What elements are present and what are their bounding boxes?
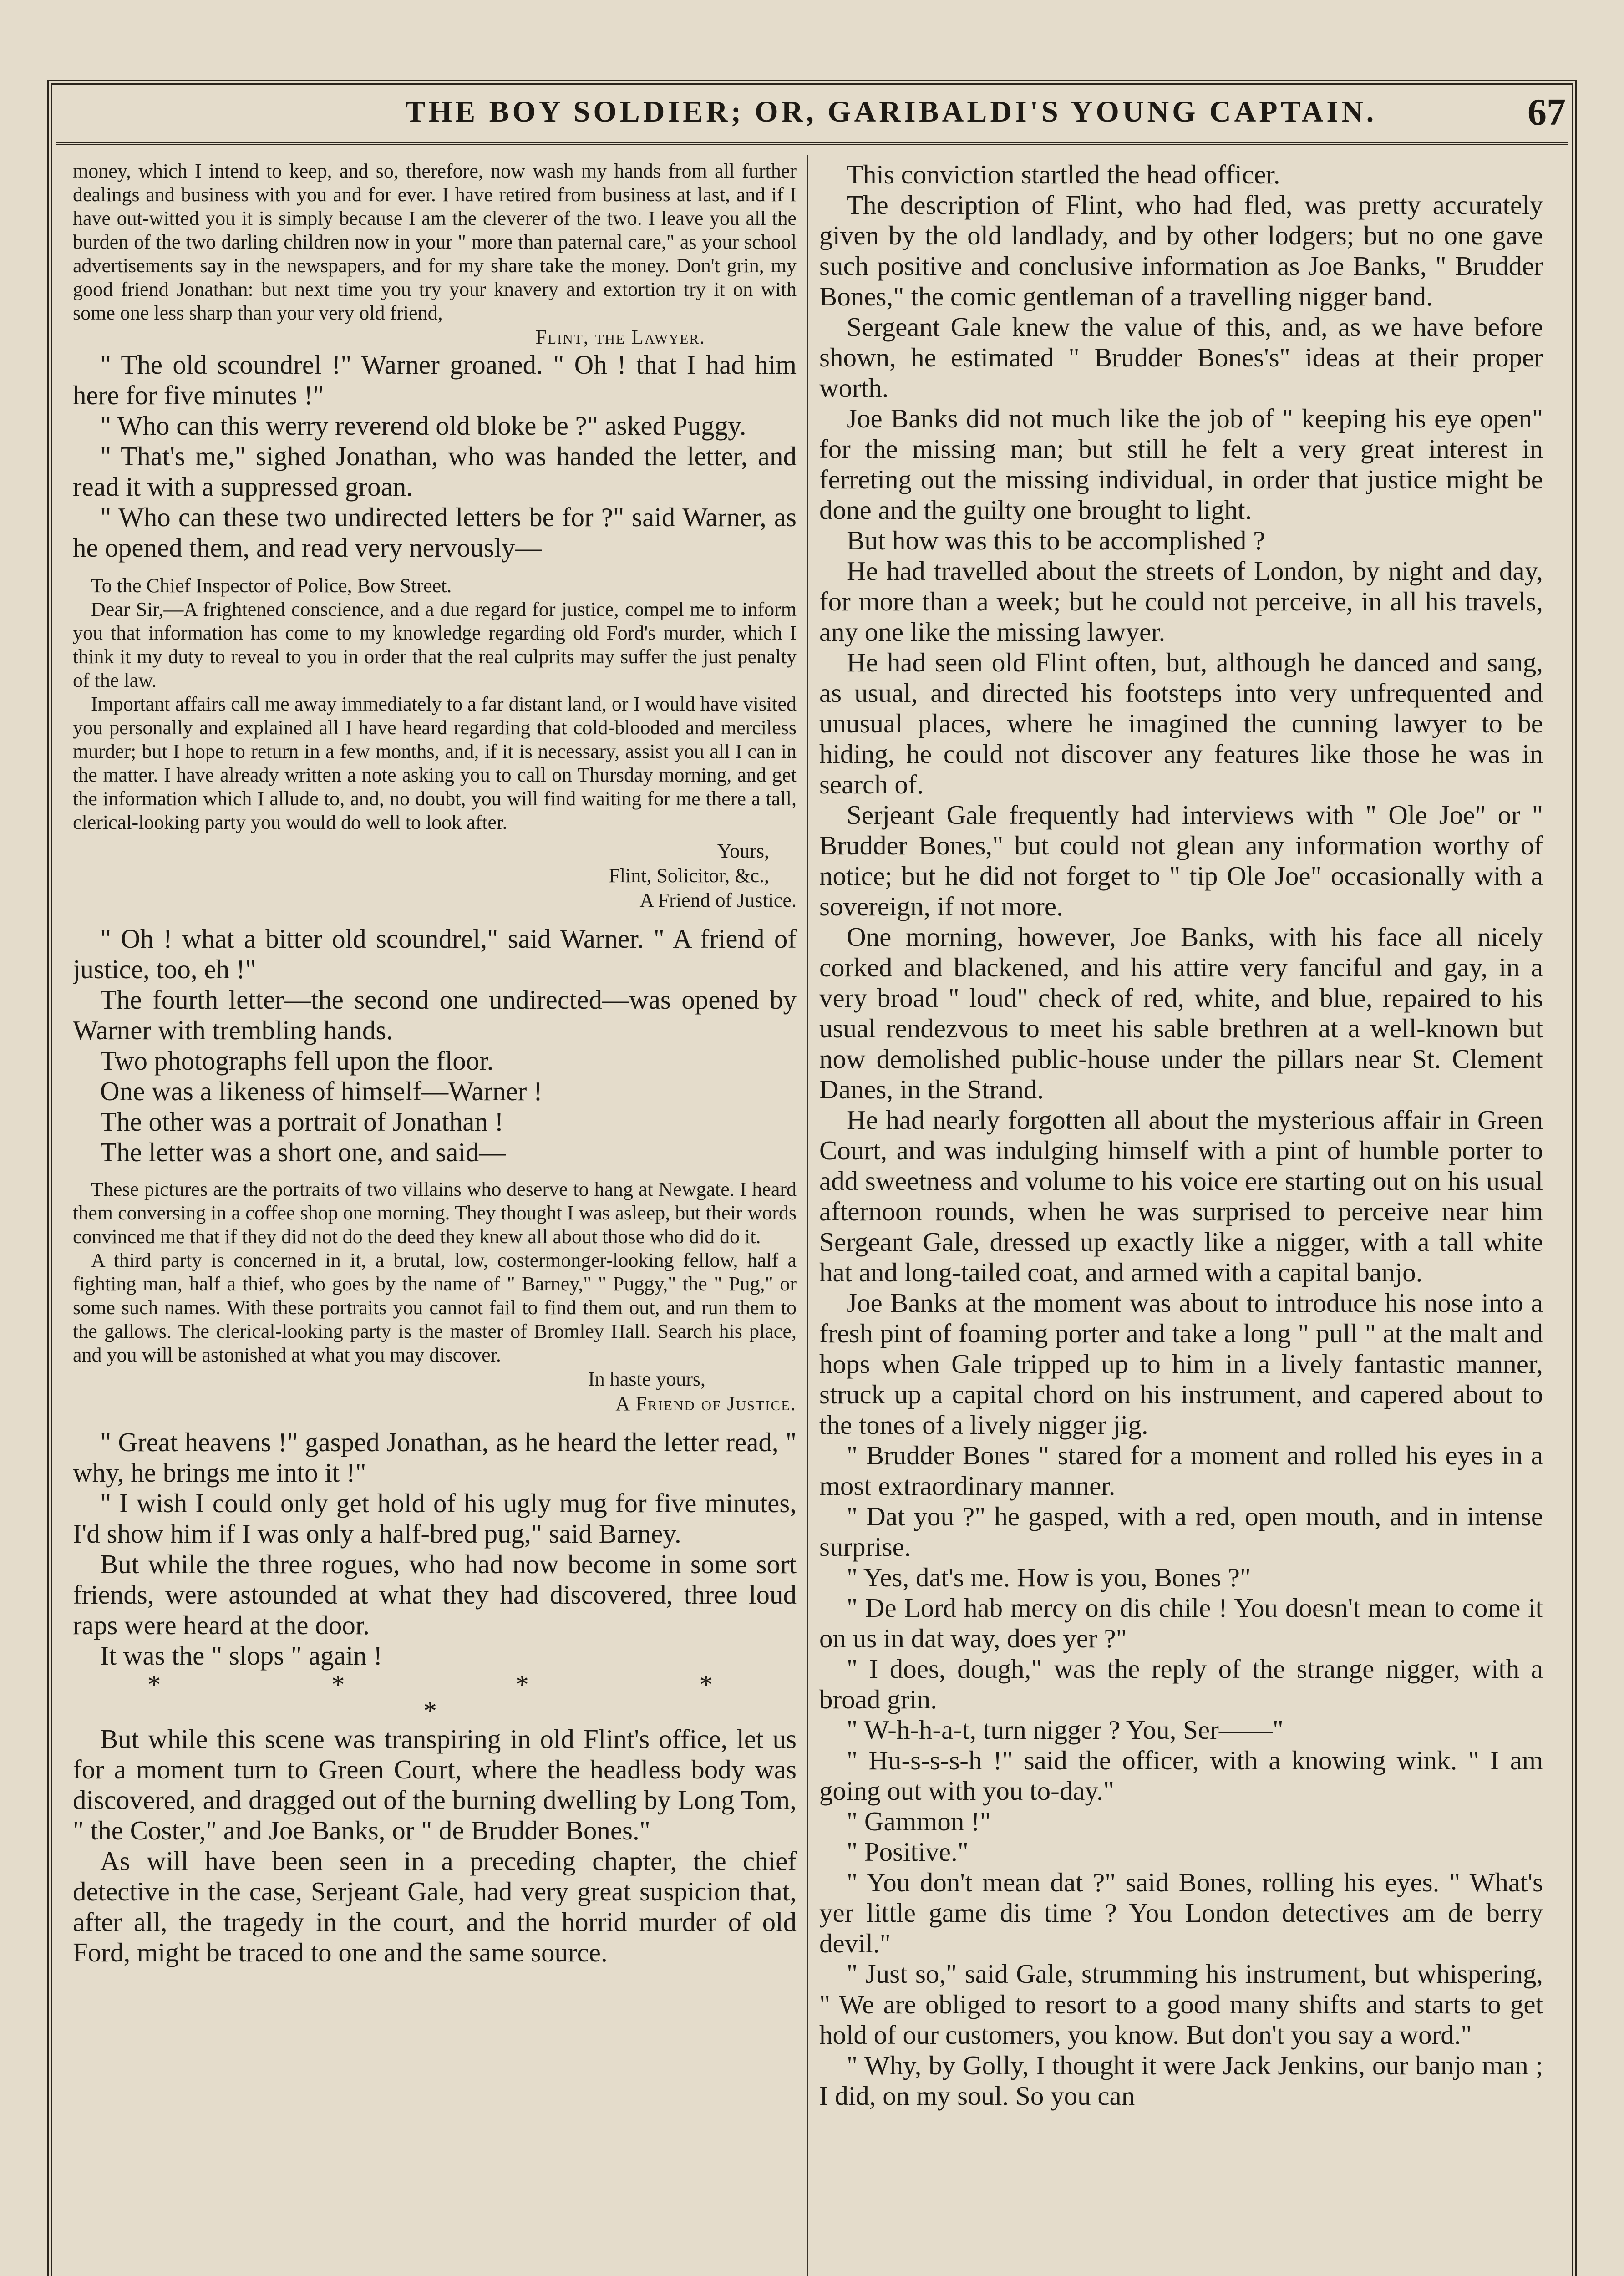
page-number: 67 bbox=[1528, 91, 1566, 133]
paragraph: " Dat you ?" he gasped, with a red, open mouth, and in intense surprise. bbox=[819, 1501, 1543, 1562]
paragraph: " Gammon !" bbox=[847, 1806, 991, 1836]
paragraph: He had seen old Flint often, but, although he danced and sang, as usual, and directed his footsteps into very unfrequented and unusual places, where he imagined the cunning lawyer to be hiding, he could not discover any features like those he was in search of. bbox=[819, 647, 1543, 799]
paragraph: " You don't mean dat ?" said Bones, rolling his eyes. " What's yer little game dis time ? You London detectives am de berry devil." bbox=[819, 1867, 1543, 1958]
paragraph: " Why, by Golly, I thought it were Jack Jenkins, our banjo man ; I did, on my soul. So you can bbox=[819, 2050, 1543, 2111]
paragraph: As will have been seen in a preceding chapter, the chief detective in the case, Serjeant Gale, had very great suspicion that, after all, the tragedy in the court, and the horrid murder of old Ford, might be traced to one and the same source. bbox=[73, 1846, 797, 1967]
paragraph: He had travelled about the streets of London, by night and day, for more than a week; but he could not perceive, in all his travels, any one like the missing lawyer. bbox=[819, 556, 1543, 647]
paragraph: But while this scene was transpiring in old Flint's office, let us for a moment turn to Green Court, where the headless body was discovered, and dragged out of the burning dwelling by Long Tom, " the Coster," and Joe Banks, or " de Brudder Bones." bbox=[73, 1724, 797, 1845]
paragraph: " Who can this werry reverend old bloke be ?" asked Puggy. bbox=[100, 411, 746, 441]
paragraph: But how was this to be accomplished ? bbox=[847, 525, 1265, 555]
column-divider bbox=[807, 155, 808, 2276]
paragraph: Joe Banks did not much like the job of " keeping his eye open" for the missing man; but still he felt a very great interest in ferreting out the missing individual, in order that justice might be done and the guilty one brought to light. bbox=[819, 403, 1543, 525]
paragraph: The letter was a short one, and said— bbox=[100, 1137, 506, 1167]
letter-police-paragraph: Dear Sir,—A frightened conscience, and a due regard for justice, compel me to inform you that information has come to my knowledge regarding old Ford's murder, which I think it my duty to reveal to you in order that the real culprits may suffer the just penalty of the law. bbox=[73, 598, 797, 691]
paragraph: But while the three rogues, who had now become in some sort friends, were astounded at what they had discovered, three loud raps were heard at the door. bbox=[73, 1549, 797, 1640]
paragraph: One was a likeness of himself—Warner ! bbox=[100, 1076, 543, 1106]
paragraph: Two photographs fell upon the floor. bbox=[100, 1046, 494, 1076]
paragraph: " W-h-h-a-t, turn nigger ? You, Ser——" bbox=[847, 1715, 1284, 1745]
letter-police-address: To the Chief Inspector of Police, Bow Street. bbox=[91, 574, 452, 597]
paragraph: " Great heavens !" gasped Jonathan, as he heard the letter read, " why, he brings me into it !" bbox=[73, 1427, 797, 1488]
paragraph: The other was a portrait of Jonathan ! bbox=[100, 1107, 504, 1137]
letter-justice-signature: A Friend of Justice. bbox=[615, 1392, 797, 1415]
paragraph: The fourth letter—the second one undirected—was opened by Warner with trembling hands. bbox=[73, 985, 797, 1045]
running-head bbox=[273, 89, 1566, 135]
paragraph: " I does, dough," was the reply of the strange nigger, with a broad grin. bbox=[819, 1654, 1543, 1714]
letter-police-signature: Flint, Solicitor, &c., bbox=[609, 864, 769, 887]
paragraph: This conviction startled the head officer. bbox=[847, 159, 1280, 189]
header-rule bbox=[56, 142, 1568, 145]
paragraph: " De Lord hab mercy on dis chile ! You doesn't mean to come it on us in dat way, does yer ?" bbox=[819, 1593, 1543, 1653]
letter-police-signature-2: A Friend of Justice. bbox=[639, 889, 797, 911]
left-column bbox=[73, 159, 797, 2276]
right-column bbox=[819, 159, 1543, 2276]
letter-flint-signature: Flint, the Lawyer. bbox=[535, 326, 705, 348]
letter-justice-close: In haste yours, bbox=[588, 1368, 705, 1390]
section-break-stars: * * * * * bbox=[147, 1669, 795, 1726]
paragraph: Joe Banks at the moment was about to introduce his nose into a fresh pint of foaming porter and take a long " pull " at the malt and hops when Gale tripped up to him in a lively fantastic manner, struck up a capital chord on his instrument, and capered about to the tones of a lively nigger jig. bbox=[819, 1288, 1543, 1440]
letter-police-paragraph: Important affairs call me away immediately to a far distant land, or I would have visited you personally and explained all I have heard regarding that cold-blooded and merciless murder; but I hope to return in a few months, and, if it is necessary, assist you all I can in the matter. I have already written a note asking you to call on Thursday morning, and get the information which I allude to, and, no doubt, you will find waiting for me there a tall, clerical-looking party you would do well to look after. bbox=[73, 693, 797, 833]
paragraph: He had nearly forgotten all about the mysterious affair in Green Court, and was indulging himself with a pint of humble porter to add sweetness and volume to his voice ere starting out on his usual afternoon rounds, when he was surprised to perceive near him Sergeant Gale, dressed up exactly like a nigger, with a tall white hat and long-tailed coat, and armed with a capital banjo. bbox=[819, 1105, 1543, 1287]
letter-justice-paragraph: These pictures are the portraits of two villains who deserve to hang at Newgate. I heard them conversing in a coffee shop one morning. They thought I was asleep, but their words convinced me that if they did not do the deed they knew all about those who did do it. bbox=[73, 1178, 797, 1248]
letter-police-close: Yours, bbox=[717, 840, 769, 862]
paragraph: " That's me," sighed Jonathan, who was handed the letter, and read it with a suppressed groan. bbox=[73, 441, 797, 502]
paragraph: " Just so," said Gale, strumming his instrument, but whispering, " We are obliged to resort to a good many shifts and starts to get hold of our customers, you know. But don't you say a word." bbox=[819, 1959, 1543, 2050]
paragraph: " Yes, dat's me. How is you, Bones ?" bbox=[847, 1562, 1251, 1592]
paragraph: The description of Flint, who had fled, was pretty accurately given by the old landlady, and by other lodgers; but no one gave such positive and conclusive information as Joe Banks, " Brudder Bones," the comic gentleman of a travelling nigger band. bbox=[819, 190, 1543, 311]
paragraph: " Who can these two undirected letters be for ?" said Warner, as he opened them, and read very nervously— bbox=[73, 502, 797, 563]
running-title: THE BOY SOLDIER; OR, GARIBALDI'S YOUNG CAPTAIN. bbox=[405, 95, 1377, 128]
paragraph: Serjeant Gale frequently had interviews with " Ole Joe" or " Brudder Bones," but could not glean any information worthy of notice; but he did not forget to " tip Ole Joe" occasionally with a sovereign, if not more. bbox=[819, 800, 1543, 921]
letter-justice-paragraph: A third party is concerned in it, a brutal, low, costermonger-looking fellow, half a fighting man, half a thief, who goes by the name of " Barney," " Puggy," the " Pug," or some such names. With these portraits you cannot fail to find them out, and run them to the gallows. The clerical-looking party is the master of Bromley Hall. Search his place, and you will be astonished at what you may discover. bbox=[73, 1249, 797, 1366]
paragraph: " Oh ! what a bitter old scoundrel," said Warner. " A friend of justice, too, eh !" bbox=[73, 924, 797, 984]
paragraph: " Positive." bbox=[847, 1837, 969, 1867]
paragraph: " The old scoundrel !" Warner groaned. " Oh ! that I had him here for five minutes !" bbox=[73, 350, 797, 410]
paragraph: " Hu-s-s-s-h !" said the officer, with a knowing wink. " I am going out with you to-day." bbox=[819, 1745, 1543, 1806]
paragraph: " Brudder Bones " stared for a moment and rolled his eyes in a most extraordinary manner. bbox=[819, 1440, 1543, 1501]
paragraph: " I wish I could only get hold of his ugly mug for five minutes, I'd show him if I was only a half-bred pug," said Barney. bbox=[73, 1488, 797, 1549]
paragraph: One morning, however, Joe Banks, with his face all nicely corked and blackened, and his attire very fanciful and gay, in a very broad " loud" check of red, white, and blue, repaired to his usual rendezvous to meet his sable brethren at a well-known but now demolished public-house under the pillars near St. Clement Danes, in the Strand. bbox=[819, 922, 1543, 1104]
paragraph: It was the " slops " again ! bbox=[100, 1641, 383, 1671]
letter-flint-body: money, which I intend to keep, and so, therefore, now wash my hands from all further dealings and business with you and for ever. I have retired from business at last, and if I have out-witted you it is simply because I am the cleverer of the two. I leave you all the burden of the two darling children now in your " more than paternal care," as your school advertisements say in the newspapers, and for my share take the money. Don't grin, my good friend Jonathan: but next time you try your knavery and extortion try it on with some one less sharp than your very old friend, bbox=[73, 160, 797, 324]
paragraph: Sergeant Gale knew the value of this, and, as we have before shown, he estimated " Brudder Bones's" ideas at their proper worth. bbox=[819, 312, 1543, 403]
